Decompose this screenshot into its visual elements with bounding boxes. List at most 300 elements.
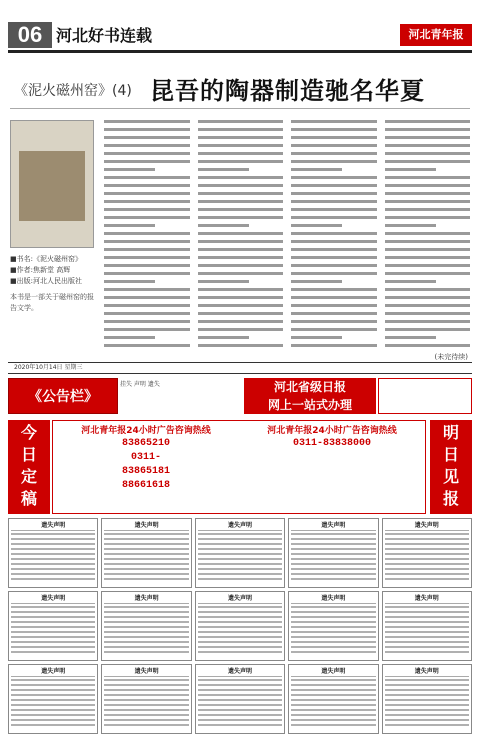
text-line — [385, 128, 471, 131]
text-line — [198, 548, 282, 550]
banner-line: 网上一站式办理 — [267, 398, 352, 412]
text-line — [11, 631, 95, 633]
text-line — [291, 160, 377, 163]
classified-ad-title: 遗失声明 — [291, 594, 375, 604]
continued-note: (未完待续) — [434, 353, 468, 361]
text-line — [104, 611, 188, 613]
text-line — [198, 611, 282, 613]
page-header — [0, 0, 480, 60]
text-line — [11, 709, 95, 711]
ad-hotline-box — [52, 420, 426, 514]
text-line — [385, 296, 471, 299]
text-line — [385, 679, 469, 681]
text-line — [11, 533, 95, 535]
text-line — [198, 272, 284, 275]
hotline-number: 0311- — [130, 452, 161, 463]
hotline-number: 83865181 — [121, 466, 170, 477]
text-line — [198, 689, 282, 691]
text-line — [198, 160, 284, 163]
text-line — [291, 699, 375, 701]
text-line — [385, 336, 436, 339]
text-line — [104, 312, 190, 315]
text-line — [198, 264, 284, 267]
text-line — [104, 714, 188, 716]
text-line — [385, 208, 471, 211]
text-line — [385, 240, 471, 243]
text-line — [385, 704, 469, 706]
text-line — [104, 256, 190, 259]
text-line — [11, 694, 95, 696]
text-line — [104, 533, 188, 535]
text-line — [385, 280, 436, 283]
hotline-number: 0311-83838000 — [292, 438, 371, 449]
province-daily-banner — [244, 378, 376, 414]
text-line — [385, 176, 471, 179]
text-line — [104, 636, 188, 638]
text-line — [11, 724, 95, 726]
text-line — [385, 120, 471, 123]
hotline-number: 83865210 — [121, 438, 170, 449]
text-line — [291, 646, 375, 648]
text-line — [198, 248, 284, 251]
text-line — [291, 320, 377, 323]
text-line — [198, 646, 282, 648]
classified-ad-title: 遗失声明 — [104, 667, 188, 677]
text-line — [385, 264, 471, 267]
text-line — [104, 704, 188, 706]
text-line — [385, 312, 471, 315]
text-line — [11, 699, 95, 701]
classified-ad-title: 遗失声明 — [104, 594, 188, 604]
text-line — [104, 208, 190, 211]
text-line — [291, 621, 375, 623]
text-line — [385, 533, 469, 535]
text-line — [11, 714, 95, 716]
masthead-logo — [400, 24, 472, 46]
classified-ad-title: 遗失声明 — [11, 594, 95, 604]
text-line — [291, 232, 377, 235]
text-line — [291, 631, 375, 633]
text-line — [385, 606, 469, 608]
text-line — [104, 264, 190, 267]
text-line — [11, 684, 95, 686]
text-line — [104, 336, 155, 339]
text-line — [11, 558, 95, 560]
text-line — [291, 136, 377, 139]
text-line — [198, 621, 282, 623]
book-tag: 《泥火磁州窑》(4) — [14, 83, 132, 99]
article-column — [198, 120, 284, 350]
side-banner-today — [8, 420, 50, 514]
text-line — [104, 280, 155, 283]
classified-ad — [382, 518, 472, 588]
classified-grid — [8, 518, 472, 734]
text-line — [385, 573, 469, 575]
text-line — [11, 646, 95, 648]
text-line — [291, 714, 375, 716]
text-line — [291, 568, 375, 570]
classified-ad-title: 遗失声明 — [291, 521, 375, 531]
classified-ad-title: 遗失声明 — [11, 667, 95, 677]
text-line — [198, 641, 282, 643]
book-cover-art — [19, 151, 85, 221]
text-line — [104, 328, 190, 331]
classified-ad — [195, 518, 285, 588]
text-line — [104, 553, 188, 555]
classified-ad-title: 遗失声明 — [385, 667, 469, 677]
classified-ad — [101, 591, 191, 661]
text-line — [198, 616, 282, 618]
text-line — [198, 240, 284, 243]
text-line — [198, 320, 284, 323]
text-line — [11, 606, 95, 608]
text-line — [198, 684, 282, 686]
classified-ad-title: 遗失声明 — [198, 521, 282, 531]
text-line — [198, 606, 282, 608]
text-line — [291, 553, 375, 555]
text-line — [11, 636, 95, 638]
text-line — [291, 256, 377, 259]
text-line — [291, 240, 377, 243]
text-line — [291, 280, 342, 283]
text-line — [291, 272, 377, 275]
text-line — [385, 684, 469, 686]
text-line — [291, 184, 377, 187]
headline: 昆吾的陶器制造驰名华夏 — [150, 77, 425, 105]
text-line — [198, 538, 282, 540]
text-line — [104, 679, 188, 681]
text-line — [104, 651, 188, 653]
text-line — [385, 626, 469, 628]
text-line — [385, 232, 471, 235]
text-line — [198, 344, 284, 347]
classified-ad — [195, 591, 285, 661]
text-line — [291, 128, 377, 131]
text-line — [104, 548, 188, 550]
text-line — [198, 216, 284, 219]
text-line — [198, 533, 282, 535]
text-line — [385, 216, 471, 219]
text-line — [198, 296, 284, 299]
text-line — [104, 160, 190, 163]
text-line — [104, 578, 188, 580]
text-line — [198, 136, 284, 139]
text-line — [104, 304, 190, 307]
text-line — [104, 232, 190, 235]
bulletin-logo-text: 《公告栏》 — [28, 389, 98, 405]
text-line — [385, 611, 469, 613]
text-line — [291, 208, 377, 211]
classified-ad-title: 遗失声明 — [291, 667, 375, 677]
side-char: 报 — [442, 489, 459, 508]
bulletin-subtitle: 挂失 声明 遗失 — [120, 381, 160, 388]
text-line — [291, 216, 377, 219]
text-line — [385, 699, 469, 701]
classified-ad-title: 遗失声明 — [385, 521, 469, 531]
text-line — [198, 168, 249, 171]
text-line — [104, 136, 190, 139]
classified-ad-title: 遗失声明 — [198, 667, 282, 677]
text-line — [104, 128, 190, 131]
classified-ad — [101, 518, 191, 588]
classified-ad — [288, 664, 378, 734]
text-line — [104, 176, 190, 179]
text-line — [385, 689, 469, 691]
text-line — [104, 621, 188, 623]
classified-ad — [288, 518, 378, 588]
text-line — [104, 719, 188, 721]
text-line — [198, 631, 282, 633]
text-line — [291, 719, 375, 721]
text-line — [104, 120, 190, 123]
text-line — [385, 714, 469, 716]
text-line — [198, 719, 282, 721]
text-line — [385, 538, 469, 540]
text-line — [198, 288, 284, 291]
article-body — [104, 120, 470, 350]
text-line — [385, 616, 469, 618]
classified-ad-title: 遗失声明 — [385, 594, 469, 604]
text-line — [291, 533, 375, 535]
text-line — [198, 651, 282, 653]
text-line — [198, 553, 282, 555]
text-line — [104, 168, 155, 171]
text-line — [198, 573, 282, 575]
text-line — [291, 641, 375, 643]
text-line — [291, 679, 375, 681]
text-line — [291, 328, 377, 331]
text-line — [198, 694, 282, 696]
text-line — [198, 128, 284, 131]
text-line — [11, 616, 95, 618]
text-line — [385, 256, 471, 259]
hotline-a — [57, 425, 235, 511]
text-line — [291, 248, 377, 251]
text-line — [385, 144, 471, 147]
text-line — [104, 558, 188, 560]
text-line — [198, 336, 249, 339]
side-char: 稿 — [20, 489, 37, 508]
text-line — [385, 136, 471, 139]
text-line — [385, 578, 469, 580]
page-number: 06 — [8, 22, 52, 48]
text-line — [104, 272, 190, 275]
text-line — [104, 606, 188, 608]
text-line — [385, 651, 469, 653]
text-line — [104, 724, 188, 726]
text-line — [104, 296, 190, 299]
text-line — [198, 256, 284, 259]
text-line — [291, 573, 375, 575]
side-char: 日 — [442, 445, 459, 464]
text-line — [198, 709, 282, 711]
text-line — [104, 200, 190, 203]
text-line — [385, 543, 469, 545]
text-line — [291, 344, 377, 347]
text-line — [104, 543, 188, 545]
text-line — [291, 144, 377, 147]
text-line — [291, 336, 342, 339]
text-line — [104, 344, 190, 347]
text-line — [291, 312, 377, 315]
text-line — [385, 553, 469, 555]
text-line — [198, 704, 282, 706]
article-column — [385, 120, 471, 350]
text-line — [104, 626, 188, 628]
classified-ad — [195, 664, 285, 734]
notice-box — [378, 378, 472, 414]
text-line — [104, 646, 188, 648]
text-line — [291, 563, 375, 565]
book-info-line: ■作者:焦新堂 高辉 — [10, 266, 71, 274]
text-line — [104, 248, 190, 251]
text-line — [385, 248, 471, 251]
ads-header — [8, 378, 472, 416]
text-line — [291, 651, 375, 653]
classified-ad — [8, 591, 98, 661]
text-line — [291, 548, 375, 550]
masthead-text: 河北青年报 — [408, 28, 464, 41]
classified-ad-title: 遗失声明 — [11, 521, 95, 531]
classified-ad — [288, 591, 378, 661]
text-line — [104, 144, 190, 147]
text-line — [198, 328, 284, 331]
text-line — [198, 578, 282, 580]
text-line — [385, 192, 471, 195]
text-line — [385, 636, 469, 638]
text-line — [11, 719, 95, 721]
text-line — [291, 192, 377, 195]
text-line — [198, 699, 282, 701]
text-line — [198, 280, 249, 283]
text-line — [104, 320, 190, 323]
text-line — [291, 200, 377, 203]
text-line — [291, 296, 377, 299]
text-line — [104, 216, 190, 219]
text-line — [104, 563, 188, 565]
text-line — [291, 606, 375, 608]
text-line — [385, 304, 471, 307]
text-line — [198, 626, 282, 628]
text-line — [104, 152, 190, 155]
text-line — [198, 224, 249, 227]
text-line — [11, 651, 95, 653]
text-line — [11, 573, 95, 575]
text-line — [104, 709, 188, 711]
text-line — [198, 184, 284, 187]
text-line — [104, 240, 190, 243]
text-line — [291, 558, 375, 560]
text-line — [291, 120, 377, 123]
text-line — [291, 704, 375, 706]
classified-ad — [8, 518, 98, 588]
text-line — [385, 719, 469, 721]
text-line — [198, 192, 284, 195]
text-line — [291, 288, 377, 291]
side-banner-tomorrow — [430, 420, 472, 514]
text-line — [385, 168, 436, 171]
text-line — [198, 144, 284, 147]
text-line — [291, 578, 375, 580]
text-line — [104, 641, 188, 643]
book-info-line: ■出版:河北人民出版社 — [10, 277, 82, 285]
text-line — [104, 184, 190, 187]
text-line — [291, 724, 375, 726]
text-line — [11, 611, 95, 613]
text-line — [385, 709, 469, 711]
text-line — [11, 538, 95, 540]
text-line — [198, 558, 282, 560]
text-line — [291, 636, 375, 638]
text-line — [11, 641, 95, 643]
text-line — [198, 679, 282, 681]
text-line — [198, 714, 282, 716]
text-line — [385, 724, 469, 726]
text-line — [104, 192, 190, 195]
section-title: 河北好书连载 — [56, 26, 153, 45]
text-line — [198, 724, 282, 726]
text-line — [104, 288, 190, 291]
text-line — [291, 709, 375, 711]
side-char: 日 — [20, 445, 37, 464]
text-line — [385, 646, 469, 648]
text-line — [104, 694, 188, 696]
book-info-line: ■书名:《泥火磁州窑》 — [10, 255, 82, 263]
classified-ad — [101, 664, 191, 734]
text-line — [198, 304, 284, 307]
hotline-b — [243, 425, 421, 511]
text-line — [385, 328, 471, 331]
bulletin-logo — [8, 378, 118, 414]
text-line — [291, 543, 375, 545]
text-line — [385, 152, 471, 155]
hotline-title: 河北青年报24小时广告咨询热线 — [81, 426, 211, 436]
text-line — [104, 538, 188, 540]
text-line — [198, 200, 284, 203]
text-line — [11, 578, 95, 580]
classified-ad-title: 遗失声明 — [104, 521, 188, 531]
text-line — [291, 689, 375, 691]
text-line — [11, 626, 95, 628]
text-line — [198, 120, 284, 123]
text-line — [291, 176, 377, 179]
text-line — [291, 152, 377, 155]
text-line — [198, 152, 284, 155]
book-info — [10, 254, 96, 287]
text-line — [198, 208, 284, 211]
text-line — [198, 636, 282, 638]
text-line — [291, 684, 375, 686]
article-column — [291, 120, 377, 350]
text-line — [291, 694, 375, 696]
text-line — [385, 288, 471, 291]
text-line — [11, 548, 95, 550]
hotline-title: 河北青年报24小时广告咨询热线 — [267, 426, 397, 436]
classified-ad — [8, 664, 98, 734]
text-line — [198, 176, 284, 179]
text-line — [11, 679, 95, 681]
side-char: 见 — [442, 467, 459, 486]
classified-ad — [382, 591, 472, 661]
text-line — [104, 699, 188, 701]
text-line — [11, 704, 95, 706]
headline-rule — [10, 108, 470, 109]
hotline-number: 88661618 — [121, 480, 170, 491]
text-line — [11, 621, 95, 623]
text-line — [385, 224, 436, 227]
text-line — [385, 160, 471, 163]
text-line — [198, 543, 282, 545]
